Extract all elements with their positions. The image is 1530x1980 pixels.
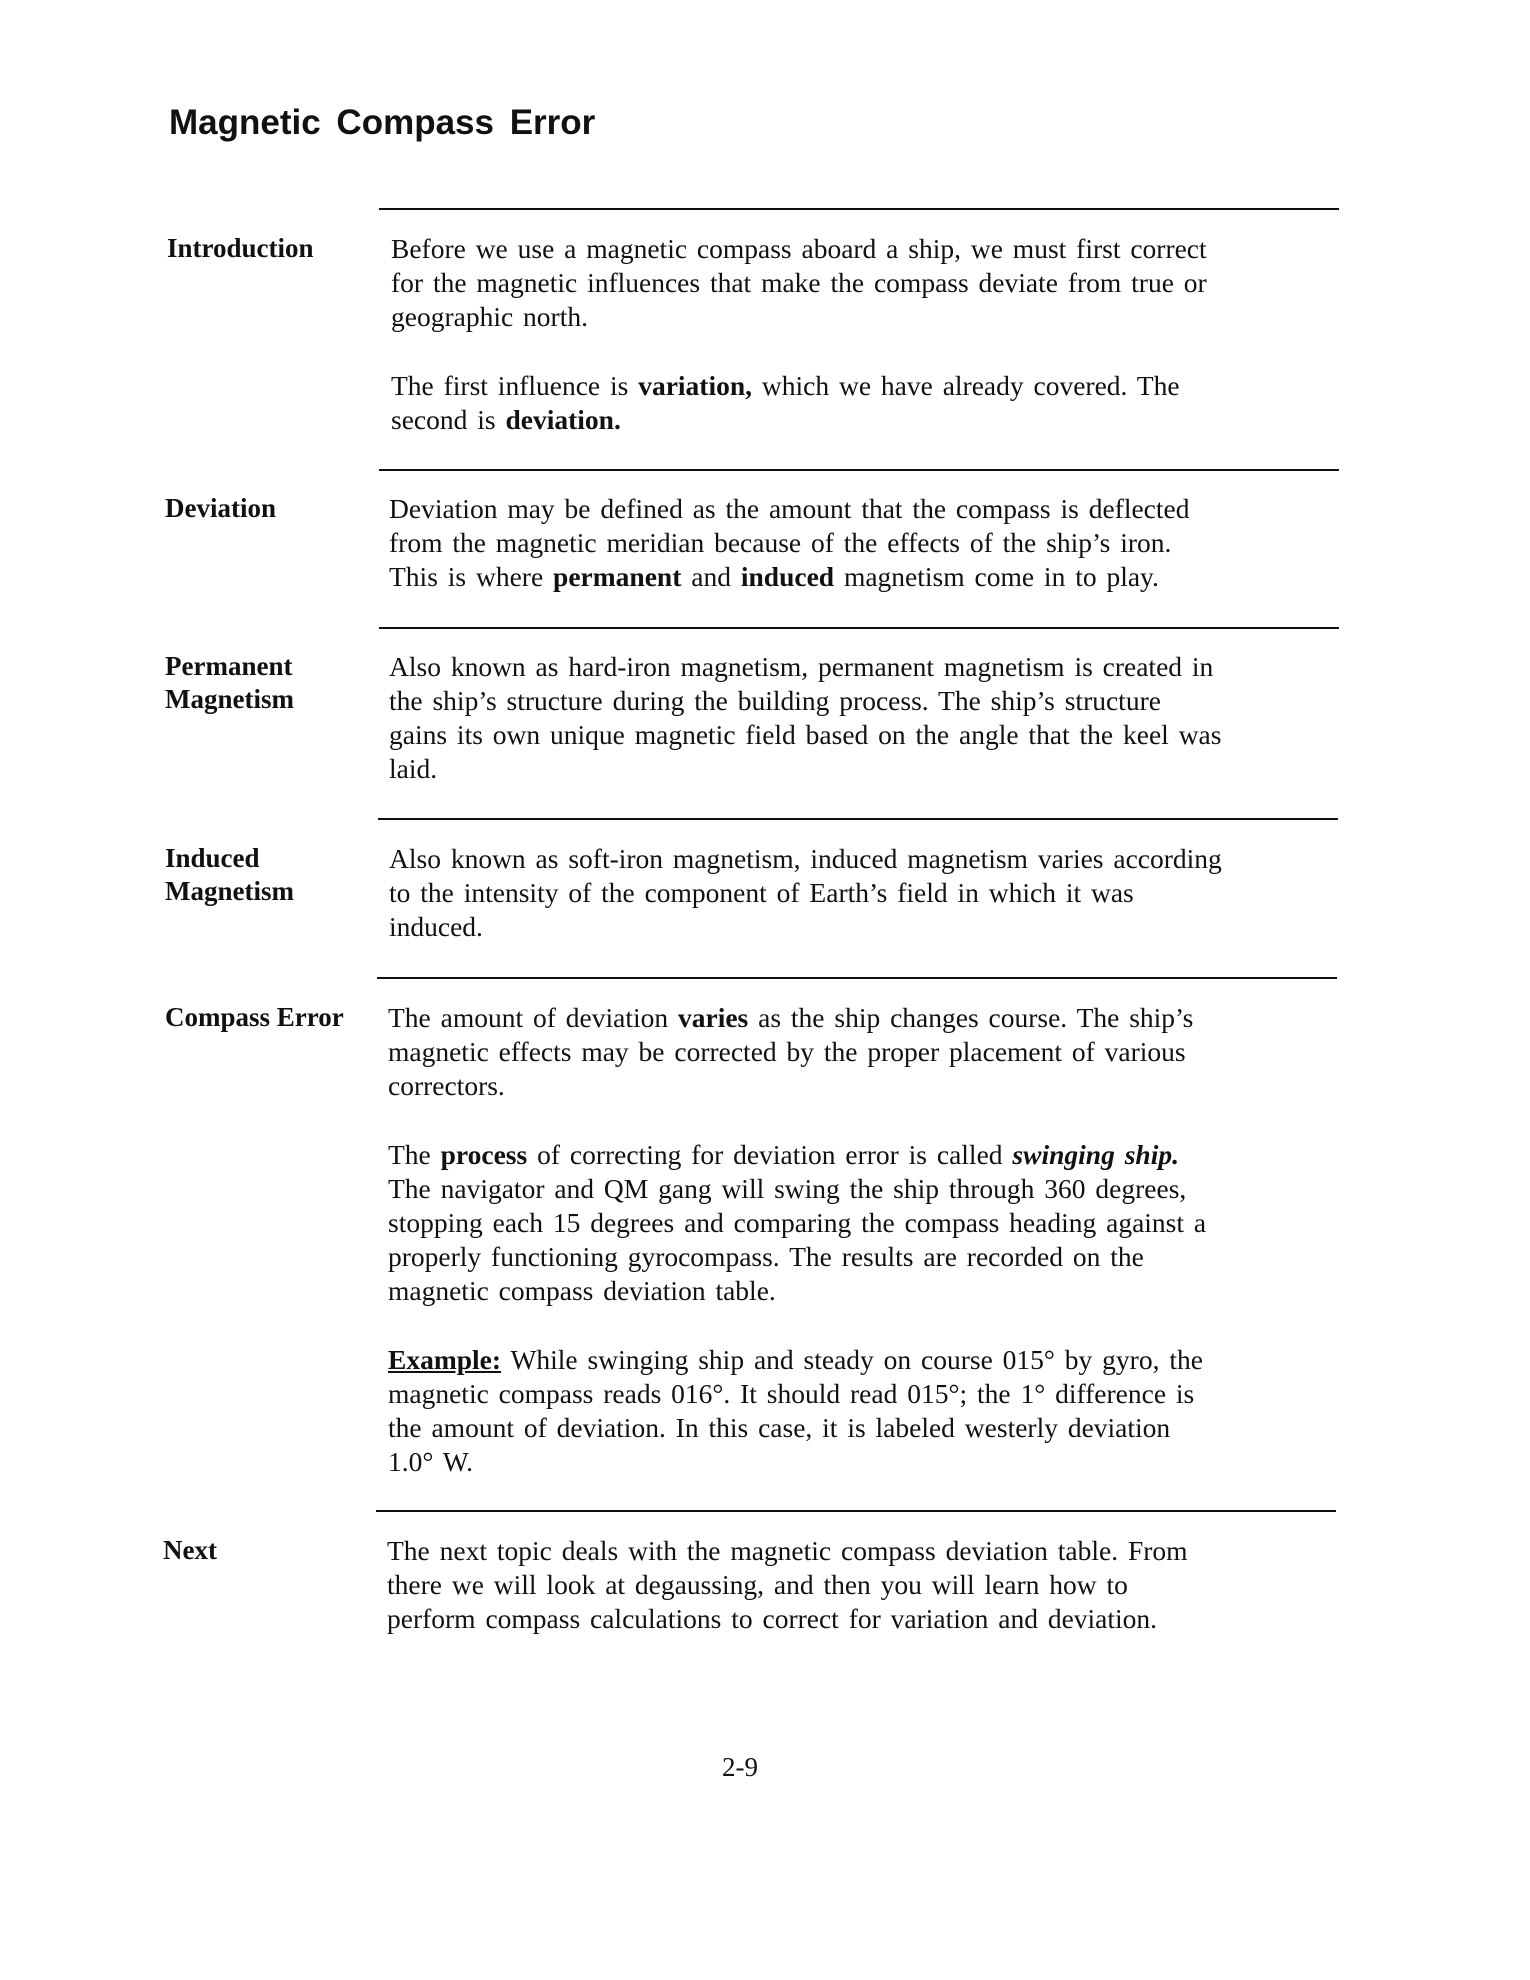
section-label-line: Introduction bbox=[167, 233, 314, 263]
section-body-introduction bbox=[391, 232, 1311, 472]
text-line bbox=[391, 369, 1311, 403]
paragraph bbox=[391, 232, 1311, 334]
section-label-induced-magnetism bbox=[165, 842, 294, 908]
section-label-line: Compass Error bbox=[165, 1002, 344, 1032]
text-run: geographic north. bbox=[391, 301, 588, 332]
text-line bbox=[389, 492, 1309, 526]
paragraph bbox=[388, 1138, 1308, 1308]
text-line bbox=[388, 1138, 1308, 1172]
text-run: Before we use a magnetic compass aboard a ship, we must first correct bbox=[391, 233, 1207, 264]
emphasis-text: process bbox=[440, 1139, 528, 1170]
text-run: of correcting for deviation error is called bbox=[527, 1139, 1013, 1170]
text-run: laid. bbox=[389, 753, 438, 784]
section-label-line: Magnetism bbox=[165, 876, 294, 906]
text-run: which we have already covered. The bbox=[752, 370, 1180, 401]
text-line bbox=[389, 560, 1309, 594]
text-run: Also known as hard-iron magnetism, permanent magnetism is created in bbox=[389, 651, 1214, 682]
text-line bbox=[389, 684, 1309, 718]
text-run: magnetic compass deviation table. bbox=[388, 1275, 776, 1306]
text-line bbox=[389, 526, 1309, 560]
page-title: Magnetic Compass Error bbox=[169, 103, 596, 142]
text-line bbox=[389, 842, 1309, 876]
text-line bbox=[388, 1445, 1308, 1479]
section-label-introduction bbox=[167, 232, 314, 265]
text-line bbox=[391, 300, 1311, 334]
text-run: to the intensity of the component of Earth’s field in which it was bbox=[389, 877, 1134, 908]
text-run: The next topic deals with the magnetic compass deviation table. From bbox=[387, 1535, 1188, 1566]
emphasis-text: deviation. bbox=[505, 404, 621, 435]
text-line bbox=[388, 1035, 1308, 1069]
section-label-line: Induced bbox=[165, 843, 260, 873]
section-divider bbox=[379, 208, 1339, 210]
text-run: magnetic effects may be corrected by the proper placement of various bbox=[388, 1036, 1186, 1067]
text-run: magnetic compass reads 016°. It should read 015°; the 1° difference is bbox=[388, 1378, 1195, 1409]
paragraph bbox=[389, 650, 1309, 786]
text-run: there we will look at degaussing, and then you will learn how to bbox=[387, 1569, 1128, 1600]
paragraph bbox=[389, 842, 1309, 944]
text-run: second is bbox=[391, 404, 506, 435]
section-label-permanent-magnetism bbox=[165, 650, 294, 716]
paragraph bbox=[388, 1001, 1308, 1103]
section-body-next bbox=[387, 1534, 1307, 1671]
paragraph bbox=[389, 492, 1309, 594]
text-run: and bbox=[681, 561, 741, 592]
text-run: The first influence is bbox=[391, 370, 639, 401]
text-run: for the magnetic influences that make the compass deviate from true or bbox=[391, 267, 1207, 298]
section-body-compass-error bbox=[388, 1001, 1308, 1514]
text-line bbox=[388, 1240, 1308, 1274]
text-line bbox=[389, 718, 1309, 752]
text-run: This is where bbox=[389, 561, 554, 592]
section-label-line: Next bbox=[163, 1535, 217, 1565]
text-run: Also known as soft-iron magnetism, induced magnetism varies according bbox=[389, 843, 1222, 874]
text-line bbox=[388, 1274, 1308, 1308]
text-line bbox=[388, 1001, 1308, 1035]
section-body-permanent-magnetism bbox=[389, 650, 1309, 821]
text-line bbox=[387, 1534, 1307, 1568]
emphasis-text: Example: bbox=[388, 1344, 502, 1375]
text-run: from the magnetic meridian because of the effects of the ship’s iron. bbox=[389, 527, 1172, 558]
text-line bbox=[388, 1069, 1308, 1103]
text-line bbox=[387, 1568, 1307, 1602]
text-line bbox=[388, 1343, 1308, 1377]
section-label-line: Magnetism bbox=[165, 684, 294, 714]
emphasis-text: induced bbox=[740, 561, 835, 592]
text-run: induced. bbox=[389, 911, 483, 942]
text-line bbox=[388, 1411, 1308, 1445]
paragraph bbox=[387, 1534, 1307, 1636]
text-run: the ship’s structure during the building process. The ship’s structure bbox=[389, 685, 1161, 716]
text-line bbox=[391, 266, 1311, 300]
text-run: The amount of deviation bbox=[388, 1002, 678, 1033]
section-label-compass-error bbox=[165, 1001, 344, 1034]
text-line bbox=[389, 910, 1309, 944]
text-run: Deviation may be defined as the amount that the compass is deflected bbox=[389, 493, 1190, 524]
text-run: The navigator and QM gang will swing the ship through 360 degrees, bbox=[388, 1173, 1187, 1204]
text-run: the amount of deviation. In this case, it is labeled westerly deviation bbox=[388, 1412, 1171, 1443]
paragraph bbox=[388, 1343, 1308, 1479]
emphasis-text: permanent bbox=[553, 561, 682, 592]
emphasis-text: variation, bbox=[638, 370, 753, 401]
paragraph bbox=[391, 369, 1311, 437]
text-run: gains its own unique magnetic field based on the angle that the keel was bbox=[389, 719, 1222, 750]
section-label-deviation bbox=[165, 492, 276, 525]
text-line bbox=[389, 650, 1309, 684]
text-line bbox=[388, 1206, 1308, 1240]
text-line bbox=[388, 1377, 1308, 1411]
text-run: 1.0° W. bbox=[388, 1446, 474, 1477]
text-line bbox=[389, 752, 1309, 786]
text-line bbox=[389, 876, 1309, 910]
text-run: The bbox=[388, 1139, 441, 1170]
emphasis-text: swinging ship. bbox=[1012, 1139, 1179, 1170]
section-label-line: Permanent bbox=[165, 651, 293, 681]
text-run: correctors. bbox=[388, 1070, 505, 1101]
emphasis-text: varies bbox=[677, 1002, 749, 1033]
text-run: While swinging ship and steady on course 015° by gyro, the bbox=[501, 1344, 1203, 1375]
text-run: perform compass calculations to correct for variation and deviation. bbox=[387, 1603, 1158, 1634]
text-line bbox=[391, 403, 1311, 437]
text-line bbox=[391, 232, 1311, 266]
text-run: as the ship changes course. The ship’s bbox=[748, 1002, 1194, 1033]
text-run: properly functioning gyrocompass. The results are recorded on the bbox=[388, 1241, 1144, 1272]
page-number: 2-9 bbox=[722, 1752, 758, 1782]
section-label-line: Deviation bbox=[165, 493, 276, 523]
text-run: magnetism come in to play. bbox=[834, 561, 1159, 592]
section-label-next bbox=[163, 1534, 217, 1567]
text-line bbox=[387, 1602, 1307, 1636]
text-run: stopping each 15 degrees and comparing the compass heading against a bbox=[388, 1207, 1207, 1238]
section-body-deviation bbox=[389, 492, 1309, 629]
text-line bbox=[388, 1172, 1308, 1206]
section-body-induced-magnetism bbox=[389, 842, 1309, 979]
